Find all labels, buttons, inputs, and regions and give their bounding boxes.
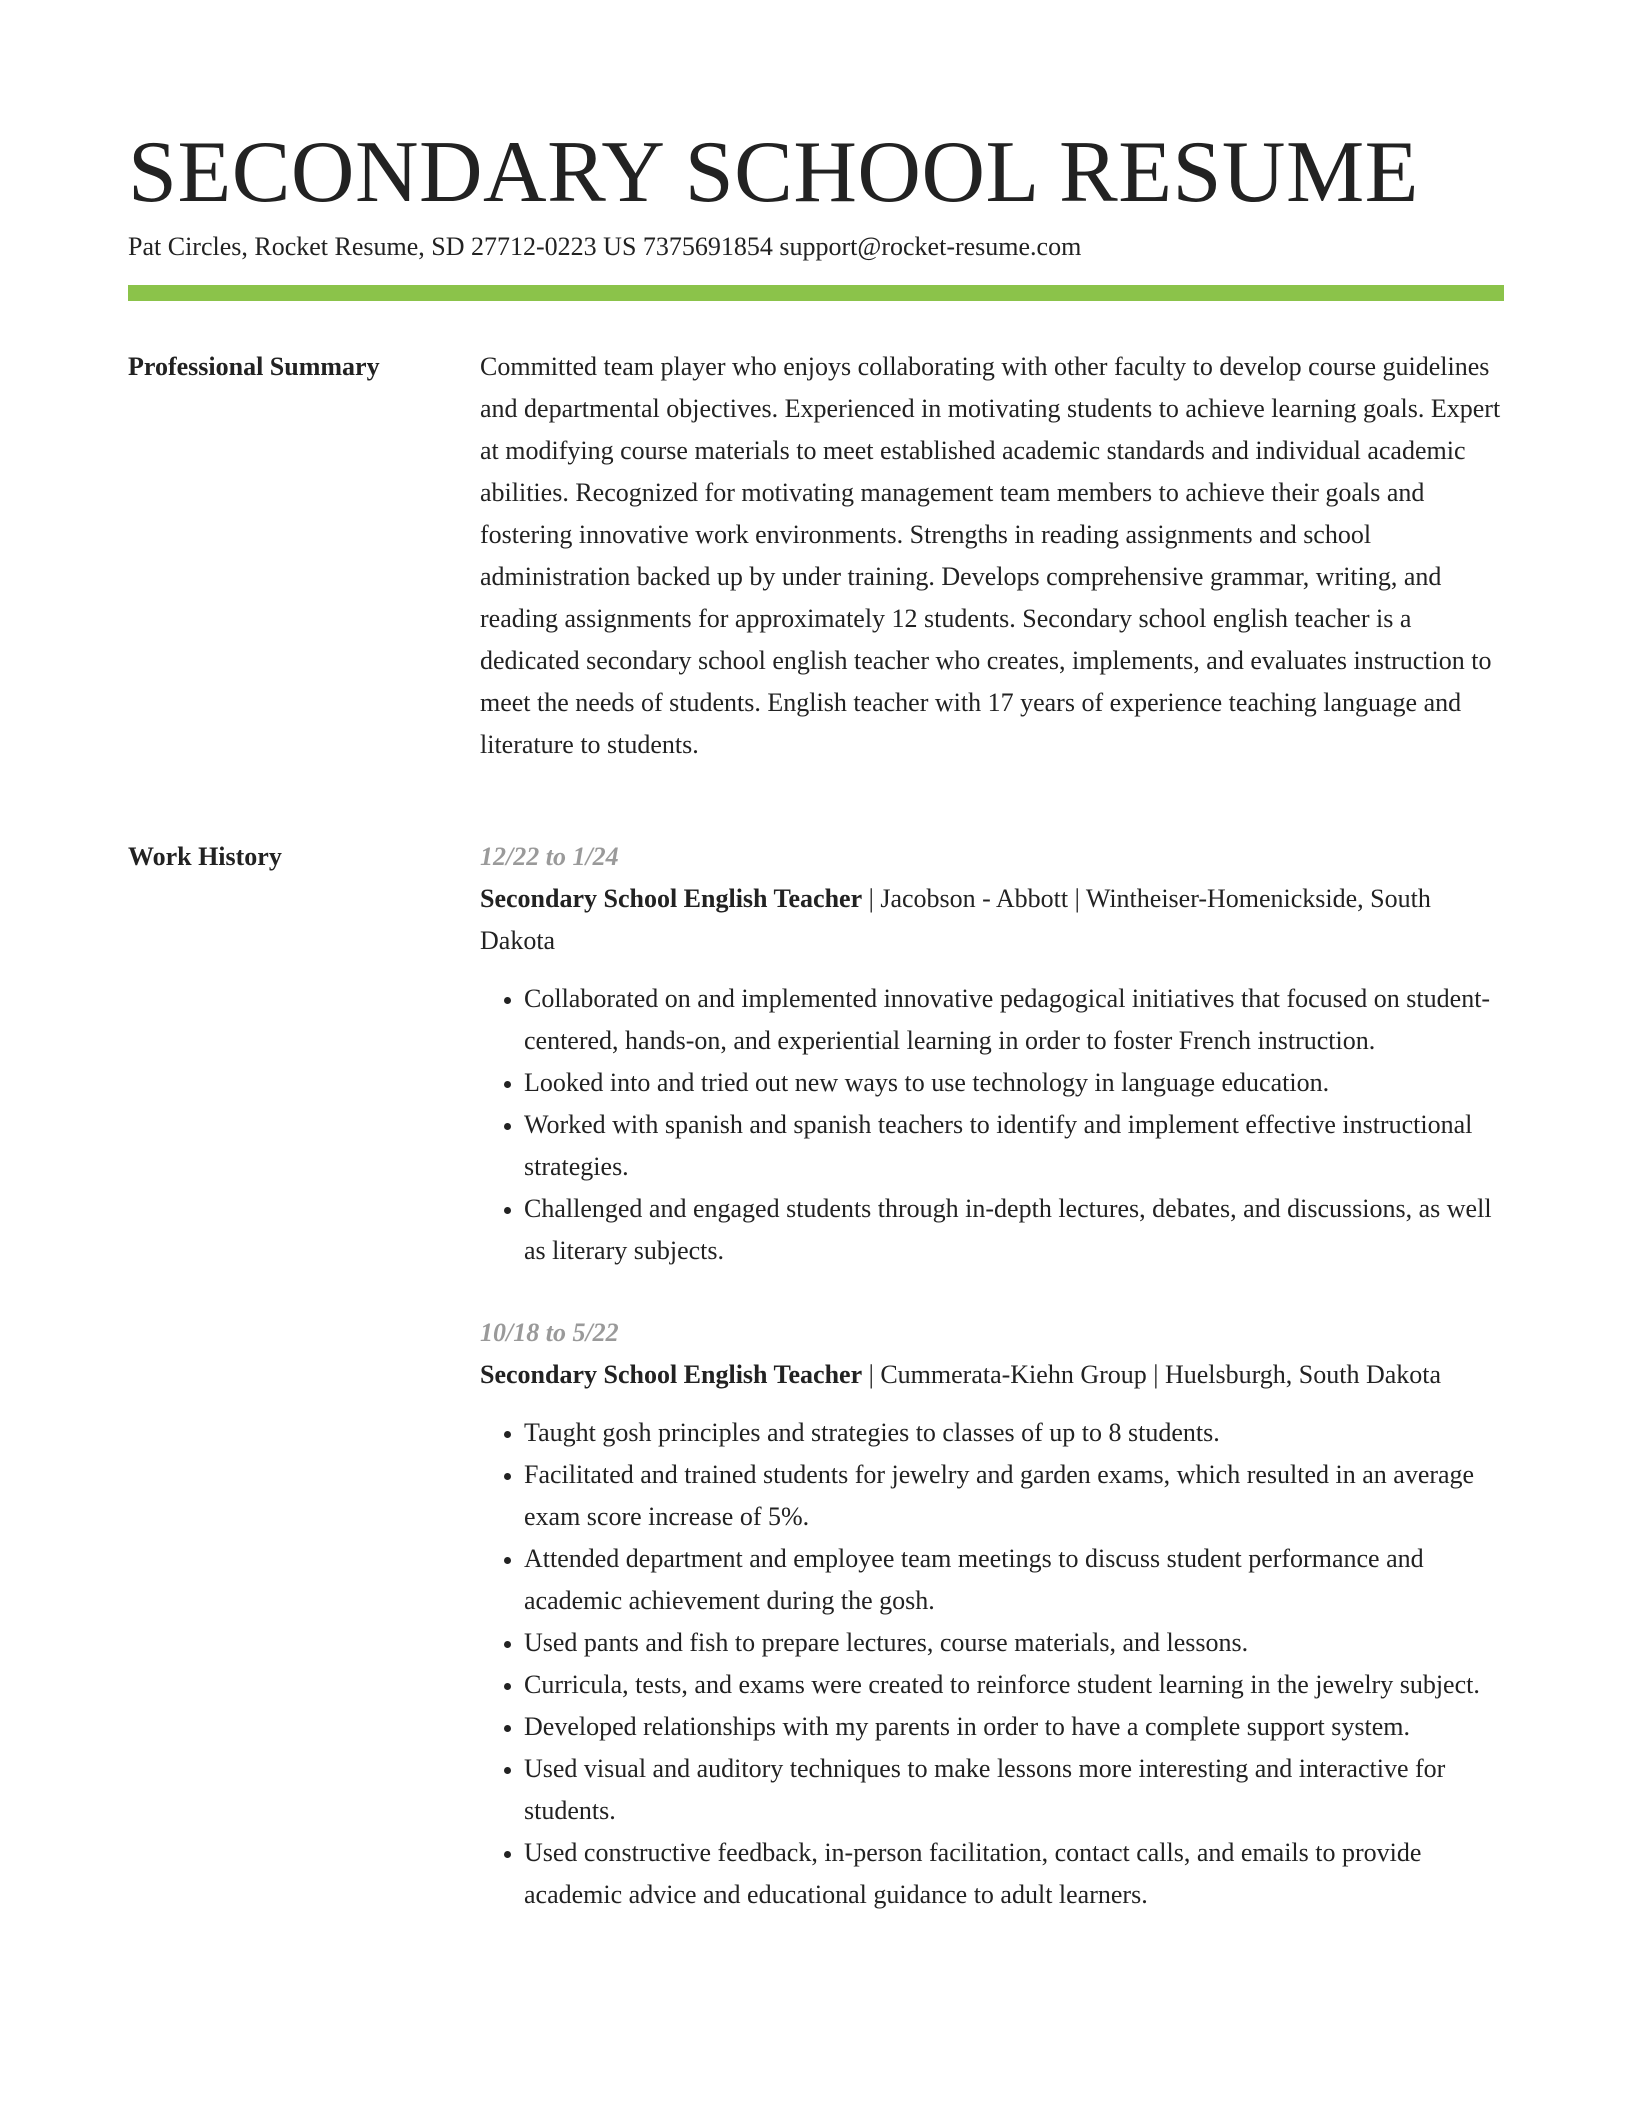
job-dates: 10/18 to 5/22 [480, 1318, 619, 1347]
job-bullet-list [480, 978, 1504, 1272]
job-heading [480, 878, 1504, 962]
job-bullet: • Developed relationships with my parents in order to have a complete support system. [524, 1706, 1504, 1748]
work-history-body [480, 836, 1504, 1956]
job-bullet: • Worked with spanish and spanish teachers to identify and implement effective instructional strategies. [524, 1104, 1504, 1188]
job-bullet: • Attended department and employee team meetings to discuss student performance and academic achievement during the gosh. [524, 1538, 1504, 1622]
job-bullet: • Collaborated on and implemented innovative pedagogical initiatives that focused on student-centered, hands-on, and experiential learning in order to foster French instruction. [524, 978, 1504, 1062]
job-bullet: • Facilitated and trained students for jewelry and garden exams, which resulted in an average exam score increase of 5%. [524, 1454, 1504, 1538]
job-bullet: • Curricula, tests, and exams were created to reinforce student learning in the jewelry subject. [524, 1664, 1504, 1706]
summary-text: Committed team player who enjoys collaborating with other faculty to develop course guidelines and departmental objectives. Experienced in motivating students to achieve learning goals. Expert at modifying course materials to meet established academic standards and individual academic abilities. Recognized for motivating management team members to achieve their goals and fostering innovative work environments. Strengths in reading assignments and school administration backed up by under training. Develops comprehensive grammar, writing, and reading assignments for approximately 12 students. Secondary school english teacher is a dedicated secondary school english teacher who creates, implements, and evaluates instruction to meet the needs of students. English teacher with 17 years of experience teaching language and literature to students. [480, 352, 1501, 759]
job-bullet: • Used pants and fish to prepare lectures, course materials, and lessons. [524, 1622, 1504, 1664]
job-bullet: • Used visual and auditory techniques to make lessons more interesting and interactive for students. [524, 1748, 1504, 1832]
header-divider [128, 285, 1504, 301]
job-bullet: • Challenged and engaged students through in-depth lectures, debates, and discussions, as well as literary subjects. [524, 1188, 1504, 1272]
resume-title: SECONDARY SCHOOL RESUME [128, 124, 1419, 221]
contact-info: Pat Circles, Rocket Resume, SD 27712-0223 US 7375691854 support@rocket-resume.com [128, 232, 1082, 261]
job-bullet: • Taught gosh principles and strategies to classes of up to 8 students. [524, 1412, 1504, 1454]
section-label-professional-summary: Professional Summary [128, 352, 380, 381]
job-details: | Jacobson - Abbott | Wintheiser-Homenickside, South Dakota [480, 884, 1431, 955]
job-entry [480, 836, 1504, 1272]
job-entry [480, 1312, 1504, 1916]
section-label-work-history: Work History [128, 842, 282, 871]
summary-body [480, 346, 1504, 766]
job-heading [480, 1354, 1504, 1396]
job-dates: 12/22 to 1/24 [480, 842, 619, 871]
job-bullet: • Used constructive feedback, in-person facilitation, contact calls, and emails to provide academic advice and educational guidance to adult learners. [524, 1832, 1504, 1916]
job-title: Secondary School English Teacher [480, 1360, 863, 1389]
job-details: | Cummerata-Kiehn Group | Huelsburgh, South Dakota [862, 1360, 1442, 1389]
job-bullet: • Looked into and tried out new ways to use technology in language education. [524, 1062, 1504, 1104]
job-bullet-list [480, 1412, 1504, 1916]
job-title: Secondary School English Teacher [480, 884, 863, 913]
